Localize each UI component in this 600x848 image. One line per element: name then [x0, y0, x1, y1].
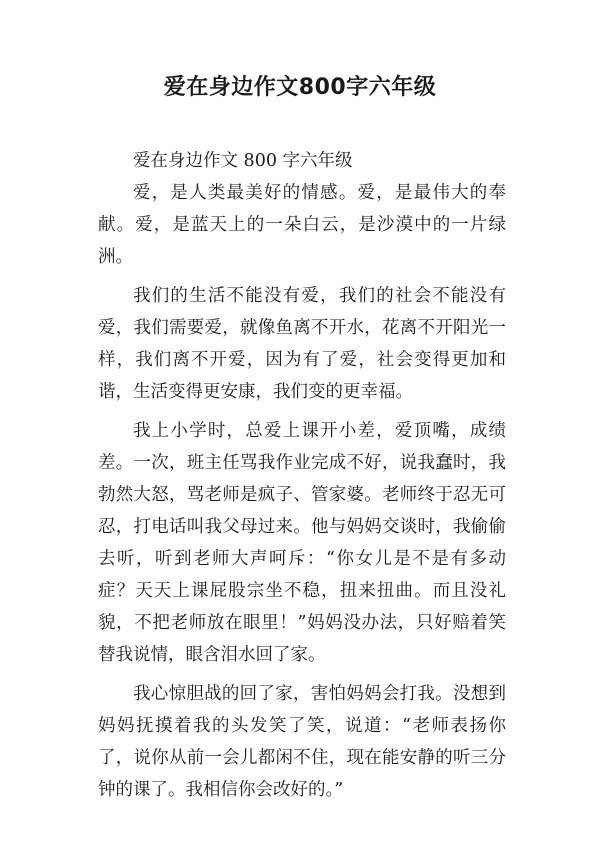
essay-body	[98, 145, 506, 813]
paragraph: 我们的生活不能没有爱，我们的社会不能没有爱，我们需要爱，就像鱼离不开水，花离不开阳光一样，我们离不开爱，因为有了爱，社会变得更加和谐，生活变得更安康，我们变的更幸福。	[98, 286, 506, 402]
paragraph: 我上小学时，总爱上课开小差，爱顶嘴，成绩差。一次，班主任骂我作业完成不好，说我蠢时，我勃然大怒，骂老师是疯子、管家婆。老师终于忍无可忍，打电话叫我父母过来。他与妈妈交谈时，我偷偷去听，听到老师大声呵斥：“你女儿是不是有多动症？天天上课屁股宗坐不稳，扭来扭曲。而且没礼貌，不把老师放在眼里！”妈妈没办法，只好赔着笑替我说情，眼含泪水回了家。	[98, 421, 506, 665]
essay-subtitle: 爱在身边作文 800 字六年级	[133, 151, 353, 171]
document-title: 爱在身边作文800字六年级	[163, 75, 437, 100]
paragraph: 我心惊胆战的回了家，害怕妈妈会打我。没想到妈妈抚摸着我的头发笑了笑，说道：“老师表扬你了，说你从前一会儿都闲不住，现在能安静的听三分钟的课了。我相信你会改好的。”	[98, 684, 506, 800]
paragraph: 爱，是人类最美好的情感。爱，是最伟大的奉献。爱，是蓝天上的一朵白云，是沙漠中的一片绿洲。	[98, 183, 506, 267]
